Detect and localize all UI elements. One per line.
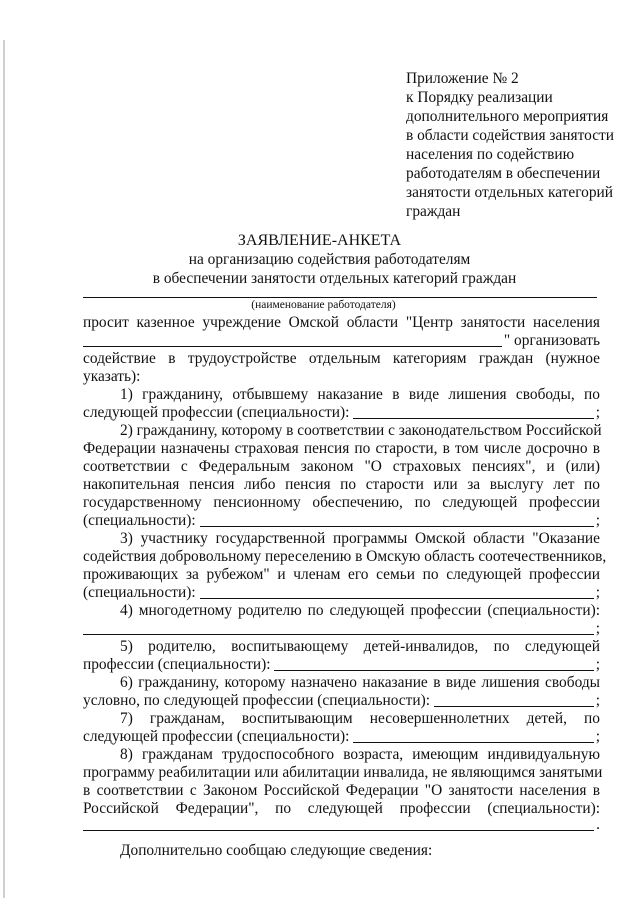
item-line: в соответствии с Законом Российской Федерации "О занятости населения в — [83, 782, 600, 799]
appendix-line: работодателям в обеспечении — [406, 165, 601, 182]
item-line: 6) гражданину, которому назначено наказание в виде лишения свободы — [120, 674, 600, 691]
item-line: 1) гражданину, отбывшему наказание в виде лишения свободы, по — [120, 386, 600, 403]
item-line: содействия добровольному переселению в Омскую область соотечественников, — [83, 548, 607, 565]
semicolon: ; — [595, 728, 600, 745]
profession-field[interactable] — [434, 694, 594, 707]
item-text: (специальности): — [83, 584, 196, 601]
intro-line: просит казенное учреждение Омской области "Центр занятости населения — [83, 314, 600, 331]
item-line — [83, 692, 600, 710]
item-text: следующей профессии (специальности): — [83, 728, 350, 745]
semicolon: ; — [595, 512, 600, 529]
document-title — [0, 231, 639, 288]
profession-field[interactable] — [353, 406, 593, 419]
item-text: профессии (специальности): — [83, 656, 271, 673]
item-line: 4) многодетному родителю по следующей профессии (специальности): — [120, 602, 600, 619]
item-line — [83, 512, 600, 530]
item-line: 5) родителю, воспитывающему детей-инвалидов, по следующей — [120, 638, 600, 655]
profession-field[interactable] — [200, 586, 594, 599]
item-line: Федерации назначены страховая пенсия по старости, в том числе досрочно в — [83, 440, 600, 457]
semicolon: ; — [595, 692, 600, 709]
item-line — [83, 656, 600, 674]
title-line: на организацию содействия работодателям — [188, 251, 471, 268]
item-line — [83, 404, 600, 422]
profession-field[interactable] — [200, 514, 594, 527]
additional-info-heading: Дополнительно сообщаю следующие сведения: — [120, 842, 433, 859]
profession-field[interactable] — [83, 622, 594, 635]
item-line: соответствии с Федеральным законом "О страховых пенсиях", и (или) — [83, 458, 600, 475]
item-line: программу реабилитации или абилитации инвалида, не являющимся занятыми — [83, 764, 603, 781]
semicolon: ; — [595, 584, 600, 601]
intro-line: указать): — [83, 368, 141, 385]
item-line: Российской Федерации", по следующей профессии (специальности): — [83, 800, 600, 817]
semicolon: ; — [595, 656, 600, 673]
appendix-line: Приложение № 2 — [406, 70, 519, 87]
center-name-field[interactable] — [83, 334, 502, 347]
item-line — [83, 728, 600, 746]
item-line: 3) участнику государственной программы Омской области "Оказание — [120, 530, 600, 547]
item-line: проживающих за рубежом" и членам его семьи по следующей профессии — [83, 566, 600, 583]
profession-field[interactable] — [83, 818, 594, 831]
semicolon: ; — [595, 404, 600, 421]
period: . — [596, 816, 600, 833]
item-text: (специальности): — [83, 512, 196, 529]
scan-edge-line — [3, 40, 5, 898]
appendix-line: граждан — [406, 203, 461, 220]
title-line: в обеспечении занятости отдельных категорий граждан — [152, 270, 517, 287]
semicolon: ; — [595, 620, 600, 637]
intro-line: содействие в трудоустройстве отдельным категориям граждан (нужное — [83, 350, 600, 367]
employer-name-caption: (наименование работодателя) — [251, 299, 396, 311]
appendix-line: населения по содействию — [406, 146, 575, 163]
item-line: 8) гражданам трудоспособного возраста, имеющим индивидуальную — [120, 746, 600, 763]
appendix-line: к Порядку реализации — [406, 89, 553, 106]
item-line: 7) гражданам, воспитывающим несовершеннолетних детей, по — [120, 710, 600, 727]
title-heading: ЗАЯВЛЕНИЕ-АНКЕТА — [237, 232, 402, 249]
item-line — [83, 584, 600, 602]
appendix-line: занятости отдельных категорий — [406, 184, 613, 201]
item-text: условно, по следующей профессии (специальности): — [83, 692, 430, 709]
profession-field[interactable] — [353, 730, 593, 743]
intro-text: " организовать — [503, 332, 600, 349]
profession-field[interactable] — [274, 658, 593, 671]
intro-line — [83, 332, 600, 350]
item-line — [83, 816, 600, 834]
appendix-line: в области содействия занятости — [406, 127, 614, 144]
item-line: накопительная пенсия либо пенсия по старости или за выслугу лет по — [83, 476, 600, 493]
appendix-header — [406, 69, 634, 221]
item-line — [83, 620, 600, 638]
item-text: следующей профессии (специальности): — [83, 404, 350, 421]
appendix-line: дополнительного мероприятия — [406, 108, 609, 125]
item-line: государственному пенсионному обеспечению, по следующей профессии — [83, 494, 600, 511]
item-line: 2) гражданину, которому в соответствии с законодательством Российской — [120, 422, 602, 439]
